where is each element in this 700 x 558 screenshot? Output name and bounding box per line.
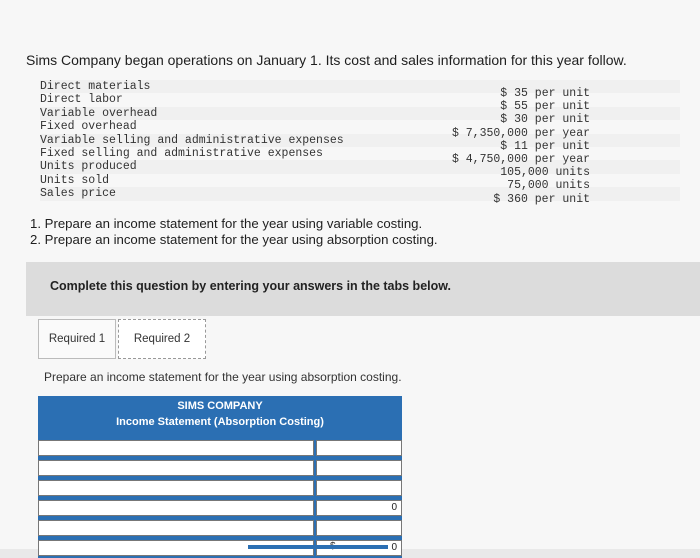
complete-banner-text: Complete this question by entering your answers in the tabs below. [50,279,451,293]
tab-required-1[interactable]: Required 1 [38,319,116,359]
amount-input[interactable] [316,460,402,476]
statement-company: SIMS COMPANY [177,400,263,412]
item-direct-materials: Direct materials [40,80,680,93]
item-fixed-sga: Fixed selling and administrative expenses [40,147,680,160]
value-units-produced: 105,000 units [500,166,590,180]
value-variable-sga: $ 11 per unit [500,139,590,153]
table-row [38,438,402,458]
value-direct-labor: $ 55 per unit [500,100,590,114]
item-sales-price: Sales price [40,187,680,200]
label-input[interactable] [38,480,314,496]
value-units-sold: 75,000 units [507,179,590,193]
item-variable-sga: Variable selling and administrative expenses [40,134,680,147]
table-row [38,458,402,478]
item-units-produced: Units produced [40,160,680,173]
value-fixed-sga: $ 4,750,000 per year [451,153,590,167]
amount-input[interactable]: 0 [316,540,402,556]
value-direct-materials: $ 35 per unit [500,87,590,100]
value-sales-price: $ 360 per unit [493,192,590,206]
amount-input[interactable] [316,480,402,496]
tab-required-2[interactable]: Required 2 [118,319,206,359]
table-row [38,478,402,498]
item-units-sold: Units sold [40,174,680,187]
table-row [38,518,402,538]
amount-input[interactable] [316,520,402,536]
statement-title: Income Statement (Absorption Costing) [116,416,324,428]
item-fixed-overhead: Fixed overhead [40,120,680,133]
item-variable-overhead: Variable overhead [40,107,680,120]
label-input[interactable] [38,440,314,456]
amount-input[interactable]: 0 [316,500,402,516]
instructions [30,216,438,248]
cost-values-list [452,87,590,206]
tab-prompt: Prepare an income statement for the year using absorption costing. [44,370,402,384]
statement-header [38,396,402,438]
label-input[interactable] [38,500,314,516]
complete-banner [26,262,700,316]
item-direct-labor: Direct labor [40,93,680,106]
value-fixed-overhead: $ 7,350,000 per year [451,126,590,140]
instruction-1: 1. Prepare an income statement for the year using variable costing. [30,216,423,231]
income-statement-table [38,396,402,558]
bottom-accent-bar [248,545,388,549]
amount-input[interactable] [316,440,402,456]
instruction-2: 2. Prepare an income statement for the year using absorption costing. [30,232,438,247]
problem-intro: Sims Company began operations on January 1. Its cost and sales information for this year follow. [26,52,627,68]
table-row [38,498,402,518]
value-variable-overhead: $ 30 per unit [500,113,590,127]
label-input[interactable] [38,520,314,536]
label-input[interactable] [38,460,314,476]
